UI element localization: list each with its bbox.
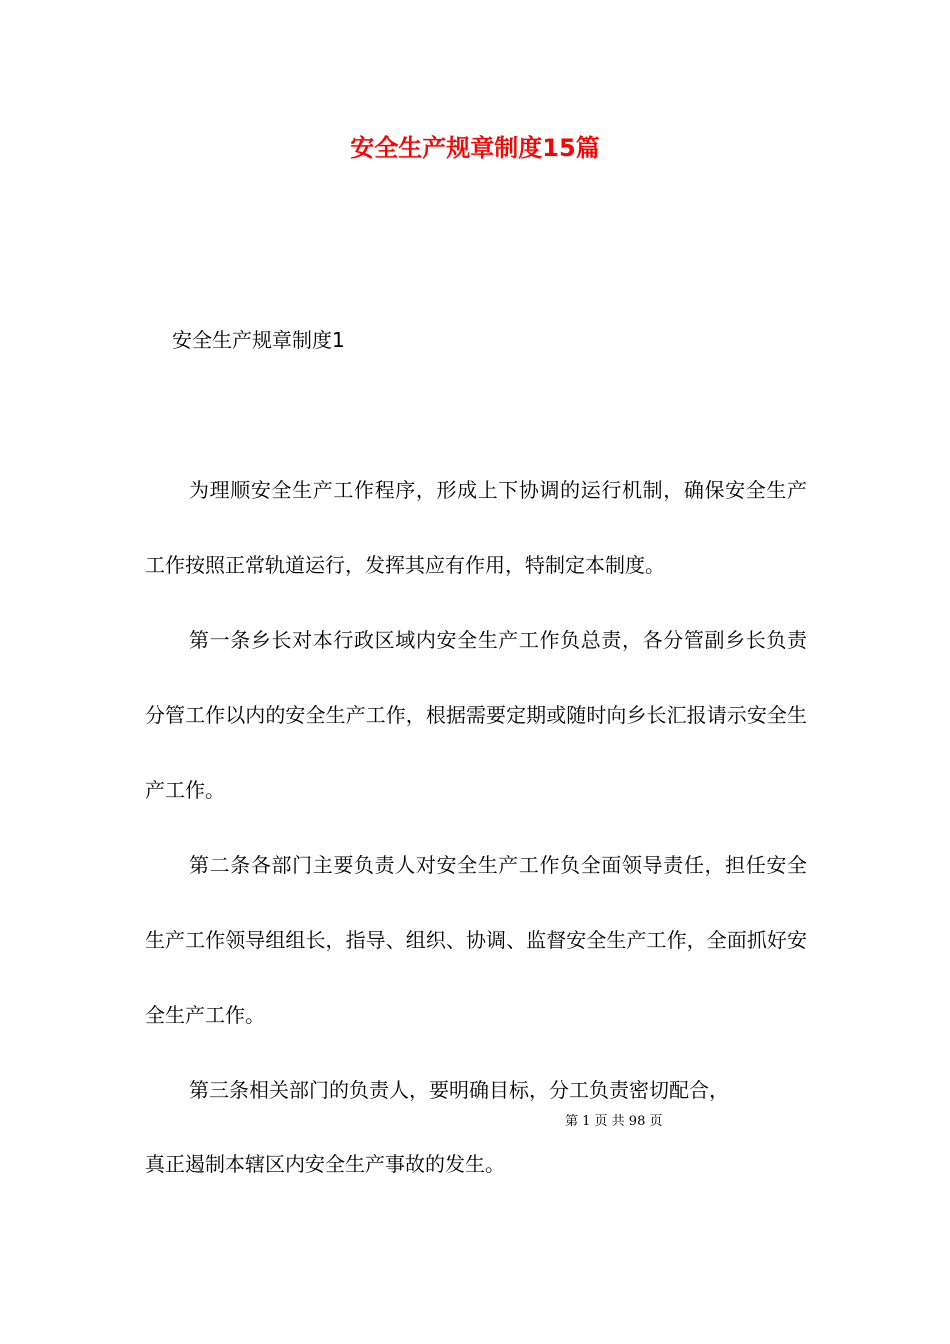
document-title: 安全生产规章制度15篇 — [350, 134, 600, 162]
paragraph-intro — [145, 453, 807, 603]
paragraph-text: 第三条相关部门的负责人，要明确目标，分工负责密切配合， — [189, 1078, 729, 1102]
paragraph-text: 第一条乡长对本行政区域内安全生产工作负总责，各分管副乡长负责分管工作以内的安全生产工作，根据需要定期或随时向乡长汇报请示安全生产工作。 — [145, 628, 807, 802]
paragraph-text: 第二条各部门主要负责人对安全生产工作负全面领导责任，担任安全生产工作领导组组长，指导、组织、协调、监督安全生产工作，全面抓好安全生产工作。 — [145, 853, 807, 1027]
paragraph-article-3 — [145, 1053, 807, 1128]
paragraph-article-1 — [145, 603, 807, 828]
paragraph-article-2 — [145, 828, 807, 1053]
paragraph-text: 为理顺安全生产工作程序，形成上下协调的运行机制，确保安全生产工作按照正常轨道运行，发挥其应有作用，特制定本制度。 — [145, 478, 807, 577]
section-heading: 安全生产规章制度1 — [172, 328, 345, 352]
continuation-line: 真正遏制本辖区内安全生产事故的发生。 — [145, 1152, 505, 1176]
page-footer: 第 1 页 共 98 页 — [565, 1114, 663, 1129]
